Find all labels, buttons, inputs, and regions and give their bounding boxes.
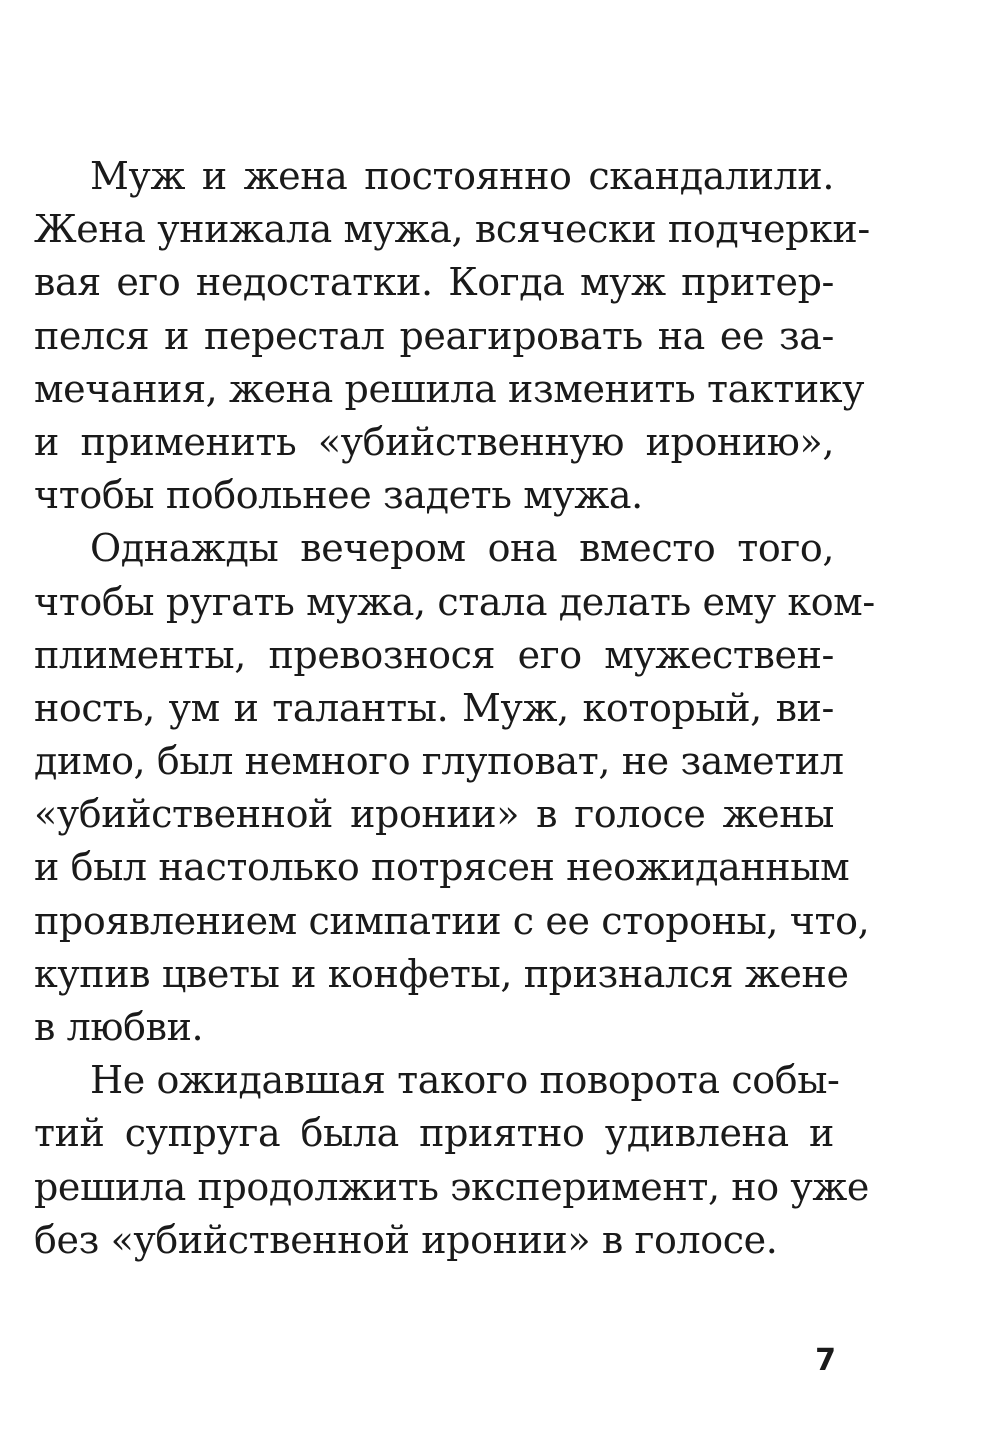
text-line: чтобы побольнее задеть мужа. xyxy=(34,473,643,518)
text-line: проявлением симпатии с ее стороны, что, xyxy=(34,898,870,943)
text-line: решила продолжить эксперимент, но уже xyxy=(34,1164,869,1209)
text-line: ность, ум и таланты. Муж, который, ви- xyxy=(34,685,834,730)
text-line: в любви. xyxy=(34,1005,204,1049)
text-line: тий супруга была приятно удивлена и xyxy=(34,1111,834,1156)
text-line: плименты, превознося его мужествен- xyxy=(34,632,834,677)
page-number: 7 xyxy=(815,1343,836,1378)
text-line: и применить «убийственную иронию», xyxy=(34,419,834,464)
text-line: «убийственной иронии» в голосе жены xyxy=(34,792,834,837)
text-line: Жена унижала мужа, всячески подчерки- xyxy=(34,207,870,252)
text-line: купив цветы и конфеты, признался жене xyxy=(34,951,849,996)
text-line: Однажды вечером она вместо того, xyxy=(90,526,834,571)
text-line: чтобы ругать мужа, стала делать ему ком- xyxy=(34,579,875,624)
text-line: мечания, жена решила изменить тактику xyxy=(34,366,865,411)
body-text xyxy=(34,150,875,1267)
text-line: димо, был немного глуповат, не заметил xyxy=(34,739,844,784)
text-line: и был настолько потрясен неожиданным xyxy=(34,845,850,890)
text-line: без «убийственной иронии» в голосе. xyxy=(34,1217,778,1262)
text-line: пелся и перестал реагировать на ее за- xyxy=(34,313,834,358)
text-line: вая его недостатки. Когда муж притер- xyxy=(34,260,834,305)
text-line: Не ожидавшая такого поворота собы- xyxy=(90,1058,840,1103)
text-line: Муж и жена постоянно скандалили. xyxy=(90,154,834,198)
